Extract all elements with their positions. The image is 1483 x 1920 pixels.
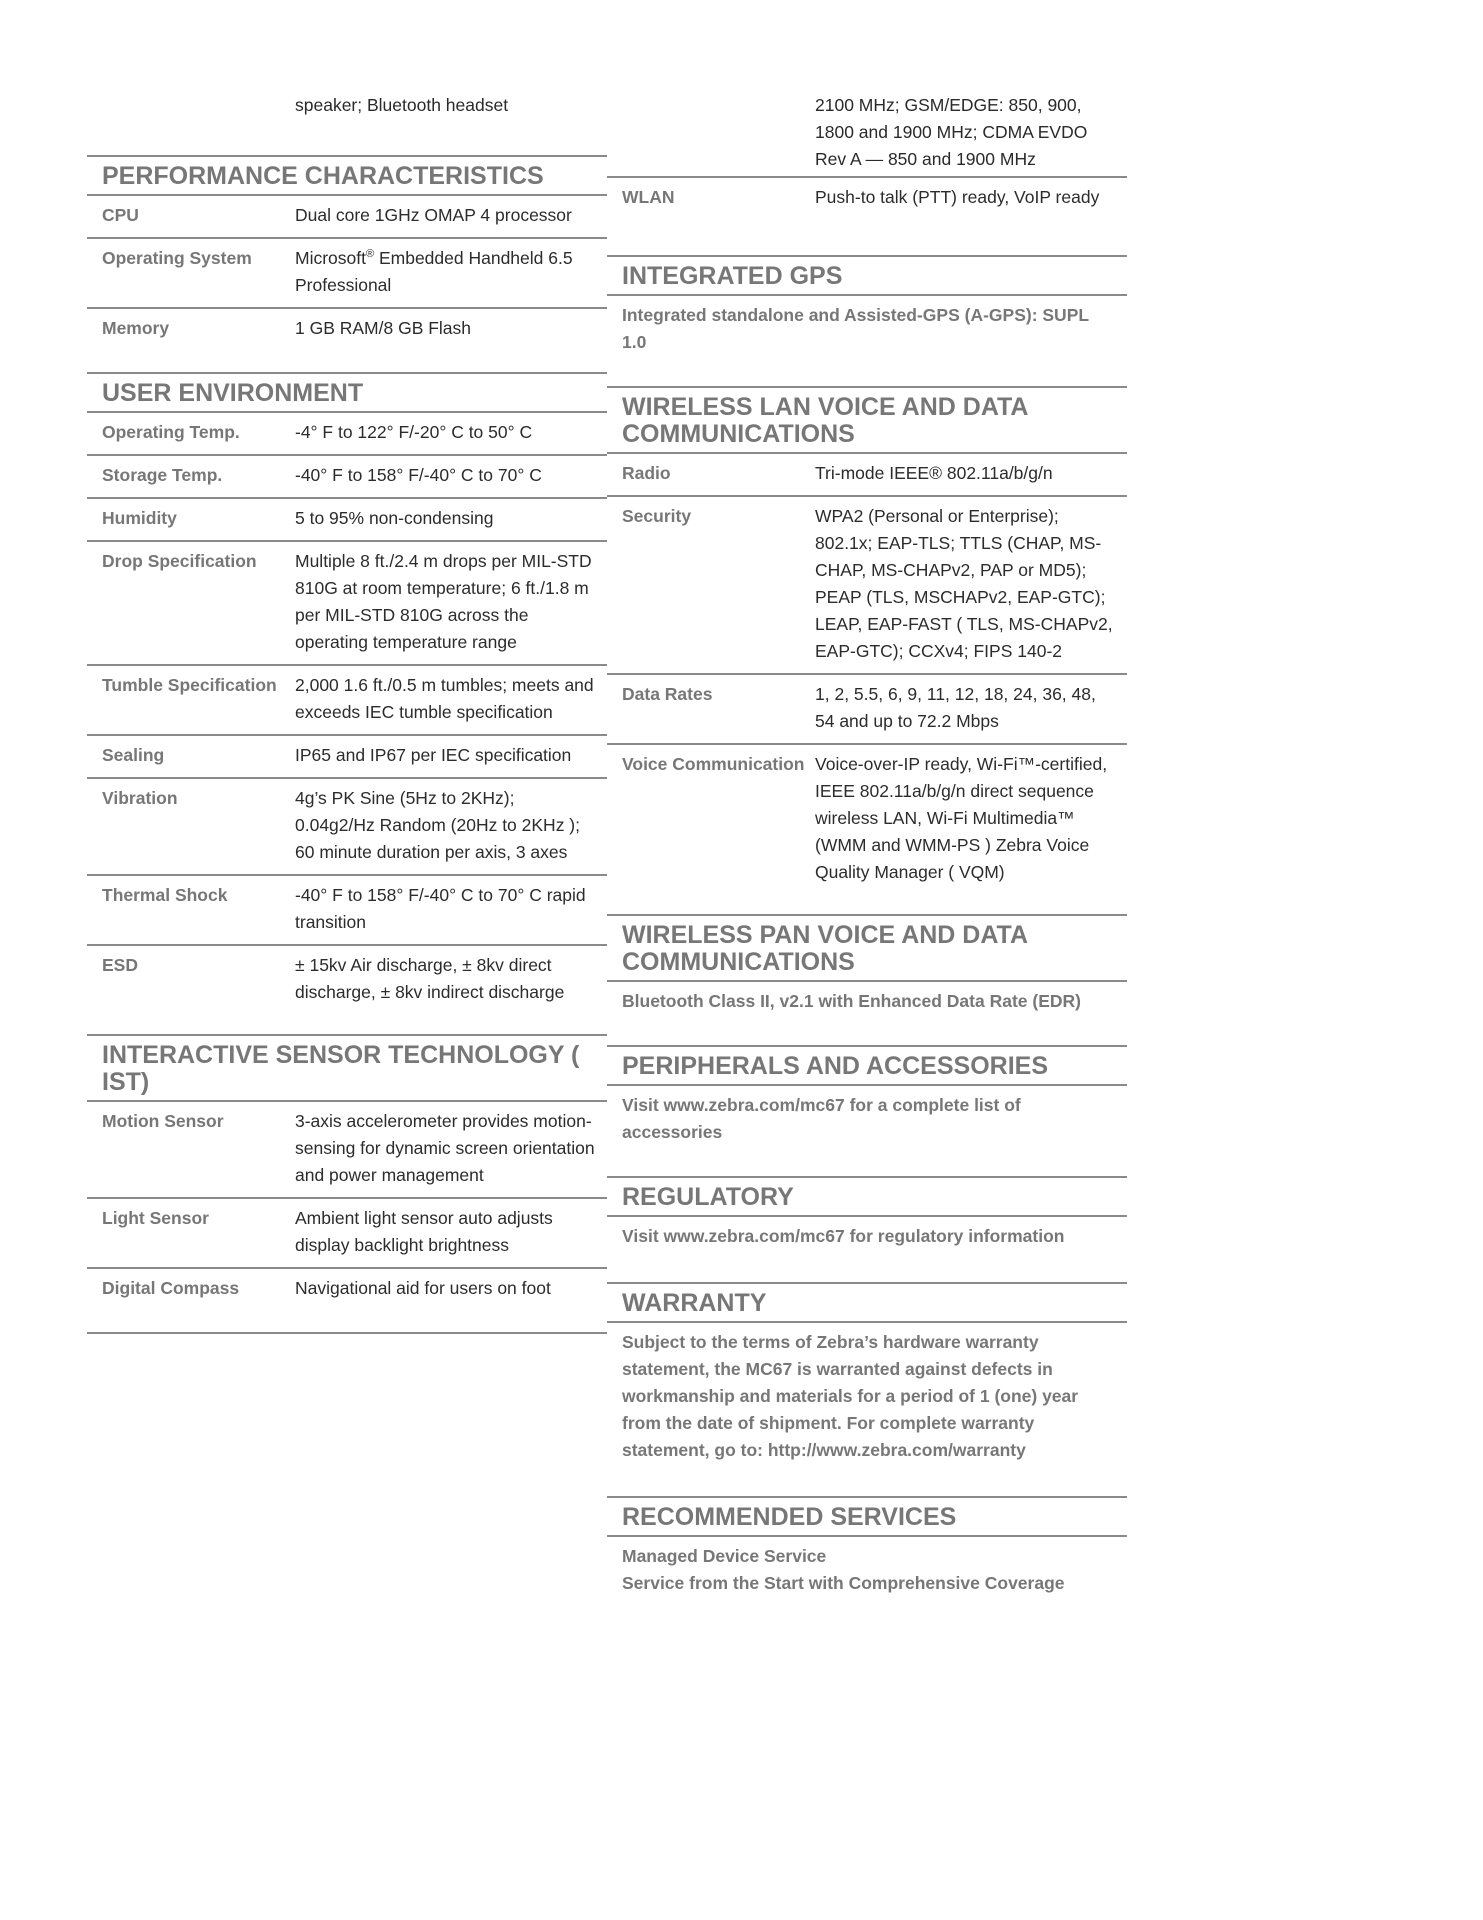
- spec-label: Vibration: [102, 788, 178, 808]
- carryover-row: [607, 92, 1127, 173]
- spec-row: [607, 745, 1127, 894]
- spec-label: Digital Compass: [102, 1278, 240, 1298]
- warranty-note: Subject to the terms of Zebra’s hardware warranty statement, the MC67 is warranted against defects in workmanship and materials for a period of 1 (one) year from the date of shipment. For complete warranty statement, go to: http://www.zebra.com/warranty: [622, 1332, 1079, 1460]
- regulatory-title: REGULATORY: [607, 1176, 1127, 1217]
- spec-row: [607, 675, 1127, 745]
- gps-note: Integrated standalone and Assisted-GPS (A-GPS): SUPL 1.0: [622, 305, 1089, 352]
- spec-value: 1, 2, 5.5, 6, 9, 11, 12, 18, 24, 36, 48, 54 and up to 72.2 Mbps: [815, 684, 1096, 731]
- spec-row: [87, 456, 607, 499]
- spec-row: [87, 1269, 607, 1334]
- left-column: [87, 0, 607, 1334]
- spec-value: Dual core 1GHz OMAP 4 processor: [295, 205, 572, 225]
- spec-label: Security: [622, 506, 692, 526]
- spec-label: Operating System: [102, 248, 252, 268]
- spec-row: [87, 876, 607, 946]
- spec-label: Motion Sensor: [102, 1111, 224, 1131]
- spec-value: Push-to talk (PTT) ready, VoIP ready: [815, 187, 1100, 207]
- services-note: [607, 1537, 1127, 1607]
- peripherals-title: PERIPHERALS AND ACCESSORIES: [607, 1045, 1127, 1086]
- spec-value: -40° F to 158° F/-40° C to 70° C rapid transition: [295, 885, 586, 932]
- spec-value: 1 GB RAM/8 GB Flash: [295, 318, 472, 338]
- spec-row: [87, 1102, 607, 1199]
- spec-value: -40° F to 158° F/-40° C to 70° C: [295, 465, 542, 485]
- regulatory-note: Visit www.zebra.com/mc67 for regulatory information: [622, 1226, 1065, 1246]
- spec-row-cpu: [87, 196, 607, 239]
- peripherals-note: Visit www.zebra.com/mc67 for a complete list of accessories: [622, 1095, 1021, 1142]
- spec-label: Tumble Specification: [102, 675, 277, 695]
- spec-label: Voice Communication: [622, 754, 805, 774]
- spec-row: [87, 413, 607, 456]
- services-title: RECOMMENDED SERVICES: [607, 1496, 1127, 1537]
- carryover-text: 2100 MHz; GSM/EDGE: 850, 900, 1800 and 1900 MHz; CDMA EVDO Rev A — 850 and 1900 MHz: [815, 95, 1088, 169]
- carryover-row: [87, 92, 607, 119]
- spec-label: Data Rates: [622, 684, 713, 704]
- spec-row: [87, 779, 607, 876]
- spec-row: [87, 736, 607, 779]
- wpan-title: WIRELESS PAN VOICE AND DATA COMMUNICATIONS: [607, 914, 1127, 982]
- spec-value: Voice-over-IP ready, Wi-Fi™-certified, IEEE 802.11a/b/g/n direct sequence wireless LAN, Wi-Fi Multimedia™ (WMM and WMM-PS ) Zebra Voice Quality Manager ( VQM): [815, 754, 1108, 882]
- spec-row: [607, 454, 1127, 497]
- user-env-title: USER ENVIRONMENT: [87, 372, 607, 413]
- spec-row: [87, 499, 607, 542]
- performance-title: PERFORMANCE CHARACTERISTICS: [87, 155, 607, 196]
- spec-label: Sealing: [102, 745, 165, 765]
- warranty-title: WARRANTY: [607, 1282, 1127, 1323]
- spec-value: 5 to 95% non-condensing: [295, 508, 494, 528]
- wlan-voice-title: WIRELESS LAN VOICE AND DATA COMMUNICATIONS: [607, 386, 1127, 454]
- spec-label: Storage Temp.: [102, 465, 223, 485]
- spec-label: Operating Temp.: [102, 422, 240, 442]
- spec-value: 4g’s PK Sine (5Hz to 2KHz); 0.04g2/Hz Random (20Hz to 2KHz ); 60 minute duration per axis, 3 axes: [295, 788, 580, 862]
- spec-value: Navigational aid for users on foot: [295, 1278, 551, 1298]
- spec-row: [87, 542, 607, 666]
- spec-value: Ambient light sensor auto adjusts display backlight brightness: [295, 1208, 553, 1255]
- gps-title: INTEGRATED GPS: [607, 255, 1127, 296]
- spec-value: Microsoft® Embedded Handheld 6.5 Professional: [295, 248, 573, 295]
- spec-value: 3-axis accelerometer provides motion-sensing for dynamic screen orientation and power management: [295, 1111, 595, 1185]
- services-line-1: Managed Device Service: [622, 1546, 827, 1566]
- spec-value: -4° F to 122° F/-20° C to 50° C: [295, 422, 533, 442]
- spec-value: 2,000 1.6 ft./0.5 m tumbles; meets and exceeds IEC tumble specification: [295, 675, 594, 722]
- spec-label: Drop Specification: [102, 551, 257, 571]
- spec-row: [87, 1199, 607, 1269]
- spec-row: [87, 946, 607, 1014]
- spec-label: Memory: [102, 318, 170, 338]
- spec-label: Thermal Shock: [102, 885, 228, 905]
- services-line-2: Service from the Start with Comprehensive Coverage: [622, 1573, 1065, 1593]
- wpan-note: Bluetooth Class II, v2.1 with Enhanced Data Rate (EDR): [622, 991, 1081, 1011]
- spec-row-wlan: [607, 178, 1127, 219]
- spec-value: Tri-mode IEEE® 802.11a/b/g/n: [815, 463, 1053, 483]
- carryover-text: speaker; Bluetooth headset: [295, 95, 509, 115]
- spec-row-memory: [87, 309, 607, 350]
- spec-value: IP65 and IP67 per IEC specification: [295, 745, 572, 765]
- spec-row-os: [87, 239, 607, 309]
- spec-value: ± 15kv Air discharge, ± 8kv direct discharge, ± 8kv indirect discharge: [295, 955, 565, 1002]
- spec-label: Light Sensor: [102, 1208, 209, 1228]
- spec-label: CPU: [102, 205, 139, 225]
- spec-value: WPA2 (Personal or Enterprise); 802.1x; EAP-TLS; TTLS (CHAP, MS-CHAP, MS-CHAPv2, PAP or MD5); PEAP (TLS, MSCHAPv2, EAP-GTC); LEAP, EAP-FAST ( TLS, MS-CHAPv2, EAP-GTC); CCXv4; FIPS 140-2: [815, 506, 1113, 661]
- spec-label: Humidity: [102, 508, 177, 528]
- spec-row: [87, 666, 607, 736]
- spec-label: ESD: [102, 955, 138, 975]
- spec-label: Radio: [622, 463, 671, 483]
- spec-value: Multiple 8 ft./2.4 m drops per MIL-STD 810G at room temperature; 6 ft./1.8 m per MIL-STD 810G across the operating temperature range: [295, 551, 592, 652]
- right-column: [607, 0, 1127, 1607]
- spec-label: WLAN: [622, 187, 675, 207]
- ist-title: INTERACTIVE SENSOR TECHNOLOGY ( IST): [87, 1034, 607, 1102]
- spec-row: [607, 497, 1127, 675]
